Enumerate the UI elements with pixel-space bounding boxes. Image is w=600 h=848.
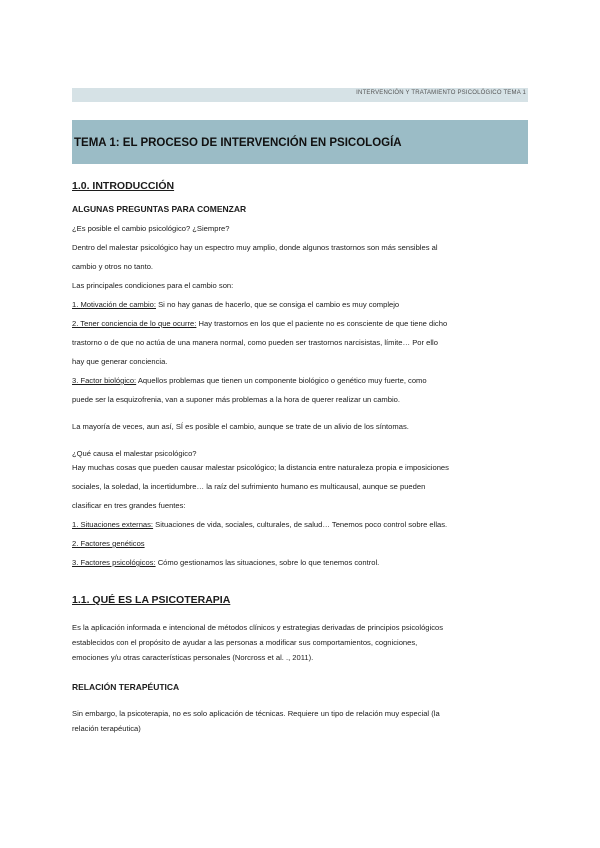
paragraph-posible-cambio: La mayoría de veces, aun así, SÍ es posible el cambio, aunque se trate de un alivio de los síntomas. bbox=[72, 422, 409, 431]
condition-2-line2: trastorno o de que no actúa de una manera normal, como pueden ser trastornos narcisistas, límite… Por ello bbox=[72, 338, 438, 347]
paragraph-malestar-line1: Dentro del malestar psicológico hay un espectro muy amplio, donde algunos trastornos son más sensibles al bbox=[72, 243, 438, 252]
condition-2 bbox=[72, 314, 528, 333]
paragraph-psicoterapia-line1: Es la aplicación informada e intencional de métodos clínicos y estrategias derivadas de principios psicológicos bbox=[72, 623, 444, 632]
paragraph-relacion-line2: relación terapéutica) bbox=[72, 724, 141, 733]
paragraph-relacion-line1: Sin embargo, la psicoterapia, no es solo aplicación de técnicas. Requiere un tipo de relación muy especial (la bbox=[72, 709, 440, 718]
paragraph-causas-line1: Hay muchas cosas que pueden causar malestar psicológico; la distancia entre naturaleza propia e imposiciones bbox=[72, 463, 449, 472]
chapter-title-box bbox=[72, 120, 528, 164]
condition-2-text-line1: Hay trastornos en los que el paciente no es consciente de que tiene dicho bbox=[196, 319, 448, 328]
condition-1 bbox=[72, 295, 528, 314]
paragraph-malestar-line2: cambio y otros no tanto. bbox=[72, 262, 154, 271]
source-1 bbox=[72, 515, 528, 534]
condition-3 bbox=[72, 371, 528, 390]
running-header-text: INTERVENCIÓN Y TRATAMIENTO PSICOLÓGICO TEMA 1 bbox=[356, 90, 526, 96]
source-3 bbox=[72, 553, 528, 572]
source-2-label: 2. Factores genéticos bbox=[72, 539, 145, 548]
paragraph-psicoterapia-line2: establecidos con el propósito de ayudar a las personas a modificar sus comportamientos, cogniciones, bbox=[72, 638, 418, 647]
source-1-text: Situaciones de vida, sociales, culturales, de salud… Tenemos poco control sobre ellas. bbox=[153, 520, 448, 529]
source-3-text: Cómo gestionamos las situaciones, sobre lo que tenemos control. bbox=[155, 558, 380, 567]
subheading-relacion-terapeutica: RELACIÓN TERAPÉUTICA bbox=[72, 682, 180, 692]
source-2 bbox=[72, 534, 528, 553]
condition-2-line3: hay que generar conciencia. bbox=[72, 357, 168, 366]
paragraph-causas-line2: sociales, la soledad, la incertidumbre… la raíz del sufrimiento humano es multicausal, aunque se pueden bbox=[72, 482, 426, 491]
question-causa: ¿Qué causa el malestar psicológico? bbox=[72, 449, 197, 458]
condition-3-line2: puede ser la esquizofrenia, van a suponer más problemas a la hora de querer realizar un cambio. bbox=[72, 395, 400, 404]
section-heading-psicoterapia: 1.1. QUÉ ES LA PSICOTERAPIA bbox=[72, 594, 231, 606]
paragraph-causas-line3: clasificar en tres grandes fuentes: bbox=[72, 501, 186, 510]
condition-2-label: 2. Tener conciencia de lo que ocurre: bbox=[72, 319, 197, 328]
condition-1-text: Si no hay ganas de hacerlo, que se consiga el cambio es muy complejo bbox=[156, 300, 400, 309]
conditions-intro: Las principales condiciones para el cambio son: bbox=[72, 281, 234, 290]
running-header bbox=[72, 88, 528, 102]
condition-1-label: 1. Motivación de cambio: bbox=[72, 300, 156, 309]
paragraph-psicoterapia-line3: emociones y/u otras características personales (Norcross et al. ., 2011). bbox=[72, 653, 314, 662]
condition-3-label: 3. Factor biológico: bbox=[72, 376, 137, 385]
chapter-title: TEMA 1: EL PROCESO DE INTERVENCIÓN EN PSICOLOGÍA bbox=[74, 137, 402, 149]
section-heading-introduccion: 1.0. INTRODUCCIÓN bbox=[72, 180, 175, 192]
subheading-preguntas: ALGUNAS PREGUNTAS PARA COMENZAR bbox=[72, 204, 247, 214]
source-1-label: 1. Situaciones externas: bbox=[72, 520, 154, 529]
question-cambio: ¿Es posible el cambio psicológico? ¿Siempre? bbox=[72, 224, 230, 233]
source-3-label: 3. Factores psicológicos: bbox=[72, 558, 156, 567]
condition-3-text-line1: Aquellos problemas que tienen un componente biológico o genético muy fuerte, como bbox=[136, 376, 427, 385]
